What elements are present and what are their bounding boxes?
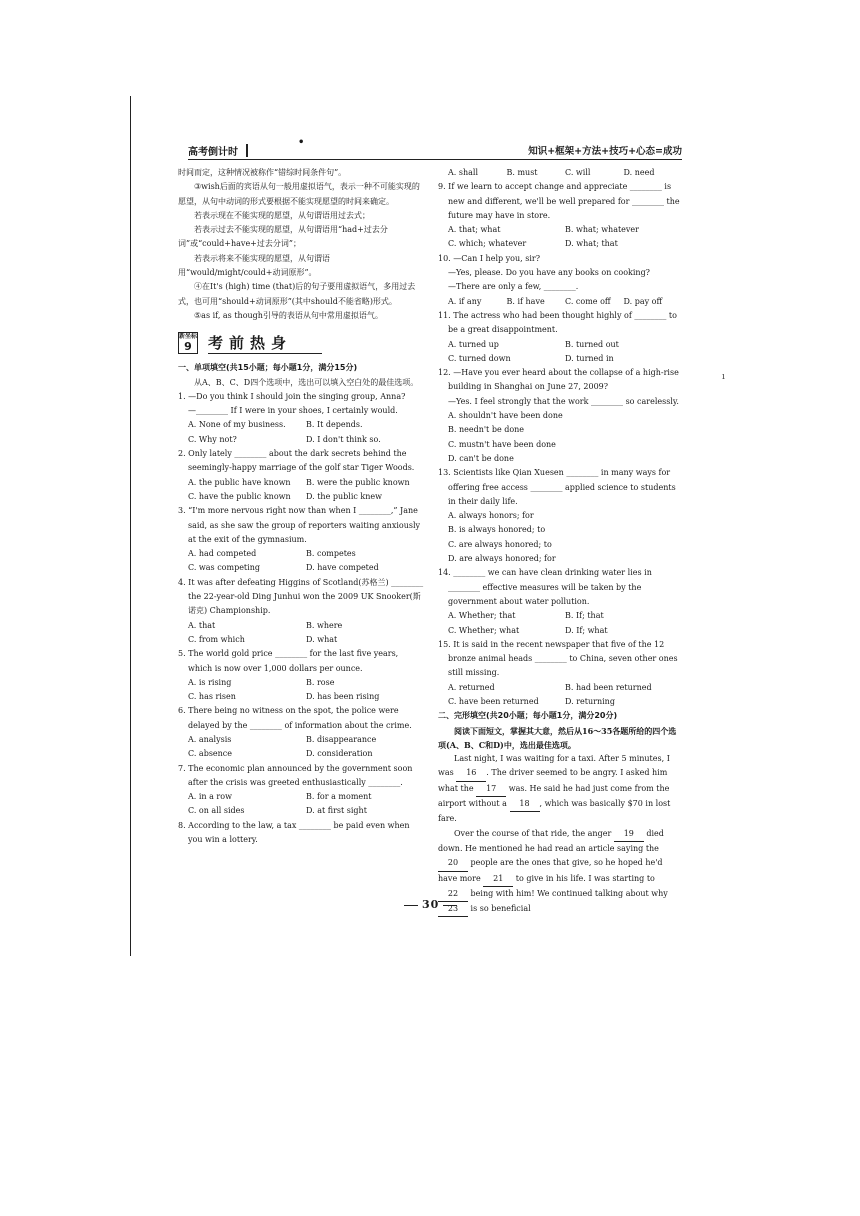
option-d[interactable]: D. consideration [306, 749, 373, 759]
option-a[interactable]: A. in a row [188, 792, 232, 802]
intro-line: ③wish后面的宾语从句一般用虚拟语气，表示一种不可能实现的愿望，从句中动词的形式要根据不能实现愿望的时间来确定。 [178, 182, 420, 206]
options-row [438, 609, 682, 623]
question-1 [178, 390, 424, 447]
options-row [178, 790, 424, 804]
option-a[interactable]: A. Whether; that [448, 611, 516, 621]
question-5 [178, 647, 424, 704]
question-stem: 15. It is said in the recent newspaper that five of the 12 bronze animal heads ________ to China, seven other ones still missing. [438, 639, 678, 678]
question-stem: 9. If we learn to accept change and appreciate ________ is new and different, we'll be well prepared for ________ the future may have in store. [438, 182, 680, 220]
options-row [178, 747, 424, 761]
question-stem: 14. ________ we can have clean drinking water lies in ________ effective measures will be taken by the government about water pollution. [438, 568, 652, 606]
option-b[interactable]: B. It depends. [306, 420, 363, 430]
section-title: 考前热身 [208, 333, 322, 354]
question-7 [178, 762, 424, 819]
option-a[interactable]: A. is rising [188, 677, 232, 687]
option-d[interactable]: D. need [623, 168, 655, 177]
question-stem: 3. “I'm more nervous right now than when I ________,” Jane said, as she saw the group of reporters waiting anxiously at the exit of the gymnasium. [178, 506, 421, 544]
question-stem: 6. There being no witness on the spot, the police were delayed by the ________ of information about the crime. [178, 706, 412, 730]
cloze-blank-17[interactable]: 17 [476, 782, 506, 797]
right-column [438, 166, 682, 917]
cloze-text: being with him! We continued talking about why [470, 888, 668, 898]
option-d[interactable]: D. I don't think so. [306, 434, 381, 444]
option-b[interactable]: B. disappearance [306, 734, 377, 744]
header-title: 高考倒计时 [188, 147, 238, 158]
question-11 [438, 309, 682, 366]
question-stem: 7. The economic plan announced by the government soon after the crisis was greeted enthusiastically ________. [178, 763, 413, 787]
options-row [178, 633, 424, 647]
question-2 [178, 447, 424, 504]
part2-instructions: 阅读下面短文，掌握其大意，然后从16～35各题所给的四个选项(A、B、C和D)中，选出最佳选项。 [438, 725, 677, 750]
option-b[interactable]: B. is always honored; to [448, 525, 546, 535]
options-row [438, 223, 682, 237]
cloze-blank-22[interactable]: 22 [438, 887, 468, 902]
option-a[interactable]: A. if any [448, 296, 482, 306]
cloze-text: , which was basically $70 in lost fare. [438, 799, 671, 824]
options-row [178, 804, 424, 818]
options-row [178, 418, 424, 432]
option-a[interactable]: A. shouldn't have been done [448, 411, 563, 421]
cloze-text: Last night, I was waiting for a taxi. After 5 minutes, I was [438, 754, 670, 778]
options-row [178, 476, 424, 490]
option-a[interactable]: A. returned [448, 682, 495, 692]
intro-line: 时间而定，这种情况被称作“错综时间条件句”。 [178, 168, 347, 177]
cloze-text: Over the course of that ride, the anger [454, 828, 612, 838]
option-c[interactable]: C. Whether; what [448, 625, 520, 635]
options-row [438, 624, 682, 638]
question-stem: 10. —Can I help you, sir? [438, 253, 541, 263]
options-row [178, 547, 424, 561]
option-d[interactable]: D. what; that [565, 239, 618, 249]
question-8 [178, 819, 424, 848]
option-a[interactable]: A. that [188, 620, 216, 630]
options-row [438, 237, 682, 251]
badge-label: 新坐标 [179, 333, 198, 341]
options-row [178, 561, 424, 575]
option-d[interactable]: D. If; what [565, 625, 608, 635]
options-row [178, 676, 424, 690]
header-divider [246, 144, 248, 157]
question-13 [438, 466, 682, 566]
option-b[interactable]: B. were the public known [306, 477, 410, 487]
option-d[interactable]: D. the public knew [306, 491, 382, 501]
option-b[interactable]: B. turned out [565, 339, 619, 349]
cloze-text: died down. He mentioned he had read an article saying the [438, 828, 664, 853]
cloze-blank-16[interactable]: 16 [456, 766, 486, 781]
option-d[interactable]: D. have competed [306, 563, 379, 573]
page-number: 30 [400, 898, 461, 911]
question-4 [178, 576, 424, 647]
option-b[interactable]: B. had been returned [565, 682, 652, 692]
cloze-paragraph-1 [438, 752, 682, 826]
intro-line: 若表示现在不能实现的愿望，从句谓语用过去式； [194, 210, 370, 220]
question-stem: 13. Scientists like Qian Xuesen ________ in many ways for offering free access ________ applied science to students in their daily life. [438, 468, 676, 506]
part1-instructions: 从A、B、C、D四个选项中，选出可以填入空白处的最佳选项。 [194, 377, 419, 387]
options-row [438, 338, 682, 352]
scan-mark: ı [722, 372, 725, 382]
option-a[interactable]: A. shall [448, 168, 479, 177]
question-12 [438, 366, 682, 466]
question-stem: 4. It was after defeating Higgins of Scotland(苏格兰) ________ the 22-year-old Ding Junhui won the 2009 UK Snooker(斯诺克) Championship. [178, 577, 424, 616]
option-b[interactable]: B. If; that [565, 611, 604, 621]
option-d[interactable]: D. returning [565, 696, 615, 706]
question-stem: 1. —Do you think I should join the singing group, Anna? [178, 391, 406, 401]
cloze-text: to give in his life. I was starting to [515, 873, 655, 883]
question-stem: 12. —Have you ever heard about the collapse of a high-rise building in Shanghai on June 27, 2009? [438, 368, 679, 392]
option-c[interactable]: C. will [565, 168, 591, 177]
question-15 [438, 638, 682, 709]
question-stem: —There are only a few, ________. [448, 282, 579, 292]
option-c[interactable]: C. have the public known [188, 491, 291, 501]
question-9 [438, 180, 682, 251]
option-a[interactable]: A. had competed [188, 549, 257, 559]
question-3 [178, 504, 424, 575]
section-heading [178, 331, 424, 355]
question-stem: —Yes, please. Do you have any books on cooking? [448, 268, 650, 278]
header-slogan: 知识+框架+方法+技巧+心态=成功 [528, 146, 682, 157]
options-row [178, 433, 424, 447]
cloze-text: . The driver seemed to be angry. I asked him what the [438, 768, 668, 793]
section-badge [178, 332, 198, 354]
option-b[interactable]: B. if have [506, 296, 545, 306]
cloze-blank-23[interactable]: 23 [438, 902, 468, 917]
left-column [178, 166, 424, 847]
option-d[interactable]: D. has been rising [306, 692, 380, 702]
question-stem: 2. Only lately ________ about the dark secrets behind the seemingly-happy marriage of the golf star Tiger Woods. [178, 449, 415, 473]
option-c[interactable]: C. mustn't have been done [448, 439, 556, 449]
option-c[interactable]: C. has risen [188, 692, 236, 702]
option-c[interactable]: C. which; whatever [448, 239, 527, 249]
option-b[interactable]: B. competes [306, 549, 356, 559]
option-c[interactable]: C. was competing [188, 563, 260, 573]
cloze-blank-19[interactable]: 19 [614, 827, 644, 842]
option-d[interactable]: D. pay off [623, 296, 663, 306]
options-row [438, 166, 682, 180]
option-b[interactable]: B. needn't be done [448, 425, 525, 435]
cloze-paragraph-2 [438, 827, 682, 918]
option-c[interactable]: C. are always honored; to [448, 539, 552, 549]
option-b[interactable]: B. for a moment [306, 792, 372, 802]
part2-title: 二、完形填空(共20小题；每小题1分，满分20分) [438, 711, 618, 721]
option-a[interactable]: A. turned up [448, 339, 499, 349]
part1-title: 一、单项填空(共15小题；每小题1分，满分15分) [178, 363, 358, 373]
option-b[interactable]: B. rose [306, 677, 335, 687]
option-a[interactable]: A. the public have known [188, 477, 291, 487]
cloze-text: is so beneficial [470, 904, 531, 914]
badge-number: 9 [184, 340, 192, 354]
question-stem: 8. According to the law, a tax ________ be paid even when you win a lottery. [178, 820, 410, 845]
option-c[interactable]: C. turned down [448, 353, 511, 363]
cloze-blank-18[interactable]: 18 [510, 797, 540, 812]
question-stem: 5. The world gold price ________ for the last five years, which is now over 1,000 dollars per ounce. [178, 649, 399, 673]
question-stem: —Yes. I feel strongly that the work ________ so carelessly. [448, 396, 679, 406]
option-d[interactable]: D. at first sight [306, 806, 367, 816]
options-row [178, 690, 424, 704]
option-a[interactable]: A. that; what [448, 225, 501, 235]
option-c[interactable]: C. Why not? [188, 434, 237, 444]
question-stem: 11. The actress who had been thought highly of ________ to be a great disappointment. [438, 310, 677, 335]
intro-line: ⑤as if, as though引导的表语从句中常用虚拟语气。 [194, 310, 383, 320]
option-d[interactable]: D. are always honored; for [448, 554, 556, 564]
option-a[interactable]: A. None of my business. [188, 420, 286, 430]
options-row [438, 352, 682, 366]
cloze-blank-20[interactable]: 20 [438, 856, 468, 871]
question-10 [438, 252, 682, 309]
cloze-blank-21[interactable]: 21 [483, 872, 513, 887]
options-row [438, 295, 682, 309]
cloze-text: was. He said he had just come from the airport without a [438, 783, 670, 809]
scan-margin-line [130, 96, 131, 956]
option-c[interactable]: C. absence [188, 749, 233, 759]
options-row [438, 681, 682, 695]
options-row [178, 733, 424, 747]
option-b[interactable]: B. must [506, 168, 538, 177]
options-row [178, 619, 424, 633]
header-left [188, 143, 248, 158]
header-dot: • [298, 137, 305, 148]
question-stem: —________ If I were in your shoes, I certainly would. [188, 406, 398, 416]
page-header [188, 137, 682, 160]
option-c[interactable]: C. from which [188, 634, 245, 644]
option-c[interactable]: C. on all sides [188, 806, 245, 816]
option-a[interactable]: A. always honors; for [448, 511, 534, 521]
option-d[interactable]: D. what [306, 634, 338, 644]
option-d[interactable]: D. turned in [565, 353, 614, 363]
option-c[interactable]: C. have been returned [448, 696, 539, 706]
cloze-text: people are the ones that give, so he hoped he'd have more [438, 858, 663, 883]
intro-line: 若表示过去不能实现的愿望，从句谓语用“had+过去分词”或“could+have+过去分词”； [178, 225, 388, 249]
option-a[interactable]: A. analysis [188, 734, 232, 744]
options-row [438, 695, 682, 709]
intro-line: 若表示将来不能实现的愿望，从句谓语用“would/might/could+动词原形”。 [178, 253, 330, 278]
option-c[interactable]: C. come off [565, 296, 611, 306]
option-b[interactable]: B. what; whatever [565, 225, 639, 235]
intro-line: ④在It's (high) time (that)后的句子要用虚拟语气，多用过去式，也可用“should+动词原形”(其中should不能省略)形式。 [178, 282, 416, 306]
option-b[interactable]: B. where [306, 620, 343, 630]
question-6 [178, 704, 424, 761]
option-d[interactable]: D. can't be done [448, 453, 514, 463]
options-row [178, 490, 424, 504]
question-14 [438, 566, 682, 637]
